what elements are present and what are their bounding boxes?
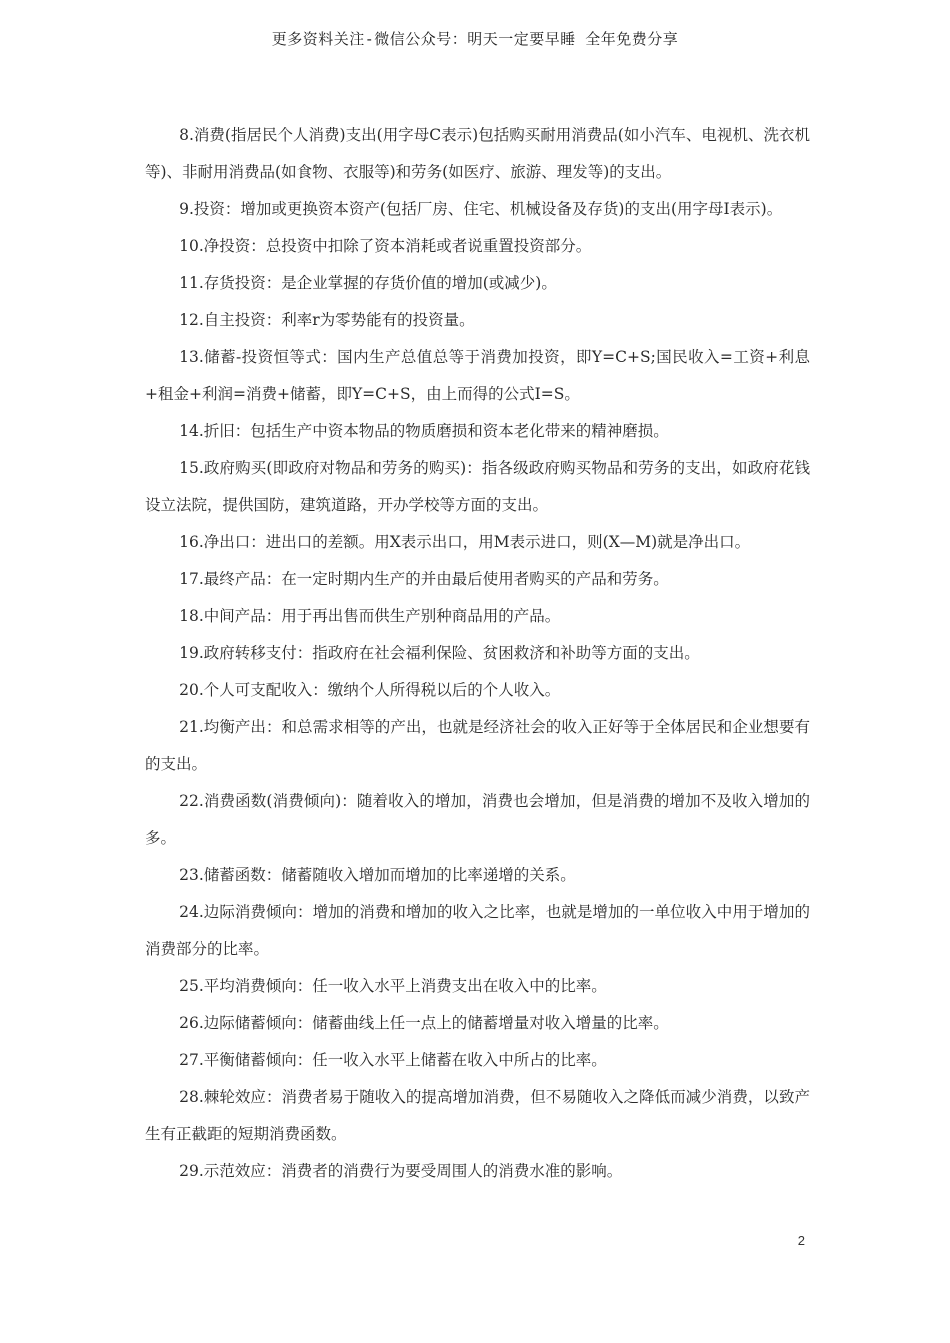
definition-paragraph: 10.净投资：总投资中扣除了资本消耗或者说重置投资部分。	[179, 237, 592, 255]
document-body	[145, 117, 810, 1190]
definition-paragraph: 27.平衡储蓄倾向：任一收入水平上储蓄在收入中所占的比率。	[179, 1051, 607, 1069]
definition-paragraph: 15.政府购买(即政府对物品和劳务的购买)：指各级政府购买物品和劳务的支出，如政府花钱设立法院，提供国防，建筑道路，开办学校等方面的支出。	[145, 459, 810, 514]
definition-paragraph: 18.中间产品：用于再出售而供生产别种商品用的产品。	[179, 607, 561, 625]
definition-paragraph: 17.最终产品：在一定时期内生产的并由最后使用者购买的产品和劳务。	[179, 570, 669, 588]
definition-paragraph: 13.储蓄-投资恒等式：国内生产总值总等于消费加投资，即Y=C+S;国民收入=工资+利息+租金+利润=消费+储蓄，即Y=C+S，由上而得的公式I=S。	[145, 348, 810, 403]
definition-paragraph: 14.折旧：包括生产中资本物品的物质磨损和资本老化带来的精神磨损。	[179, 422, 669, 440]
definition-paragraph: 8.消费(指居民个人消费)支出(用字母C表示)包括购买耐用消费品(如小汽车、电视机、洗衣机等)、非耐用消费品(如食物、衣服等)和劳务(如医疗、旅游、理发等)的支出。	[145, 126, 810, 181]
definition-paragraph: 12.自主投资：利率r为零势能有的投资量。	[179, 311, 475, 329]
definition-paragraph: 28.棘轮效应：消费者易于随收入的提高增加消费，但不易随收入之降低而减少消费，以致产生有正截距的短期消费函数。	[145, 1088, 810, 1143]
definition-paragraph: 20.个人可支配收入：缴纳个人所得税以后的个人收入。	[179, 681, 561, 699]
page-header: 更多资料关注-微信公众号：明天一定要早睡 全年免费分享	[271, 30, 679, 48]
definition-paragraph: 11.存货投资：是企业掌握的存货价值的增加(或减少)。	[179, 274, 557, 292]
definition-paragraph: 9.投资：增加或更换资本资产(包括厂房、住宅、机械设备及存货)的支出(用字母I表示)。	[179, 200, 783, 218]
page-number: 2	[797, 1233, 805, 1248]
definition-paragraph: 19.政府转移支付：指政府在社会福利保险、贫困救济和补助等方面的支出。	[179, 644, 700, 662]
definition-paragraph: 22.消费函数(消费倾向)：随着收入的增加，消费也会增加，但是消费的增加不及收入增加的多。	[145, 792, 810, 847]
definition-paragraph: 29.示范效应：消费者的消费行为要受周围人的消费水准的影响。	[179, 1162, 623, 1180]
definition-paragraph: 16.净出口：进出口的差额。用X表示出口，用M表示进口，则(X—M)就是净出口。	[179, 533, 751, 551]
definition-paragraph: 23.储蓄函数：储蓄随收入增加而增加的比率递增的关系。	[179, 866, 576, 884]
definition-paragraph: 24.边际消费倾向：增加的消费和增加的收入之比率，也就是增加的一单位收入中用于增加的消费部分的比率。	[145, 903, 810, 958]
definition-paragraph: 25.平均消费倾向：任一收入水平上消费支出在收入中的比率。	[179, 977, 607, 995]
definition-paragraph: 21.均衡产出：和总需求相等的产出，也就是经济社会的收入正好等于全体居民和企业想要有的支出。	[145, 718, 810, 773]
definition-paragraph: 26.边际储蓄倾向：储蓄曲线上任一点上的储蓄增量对收入增量的比率。	[179, 1014, 669, 1032]
